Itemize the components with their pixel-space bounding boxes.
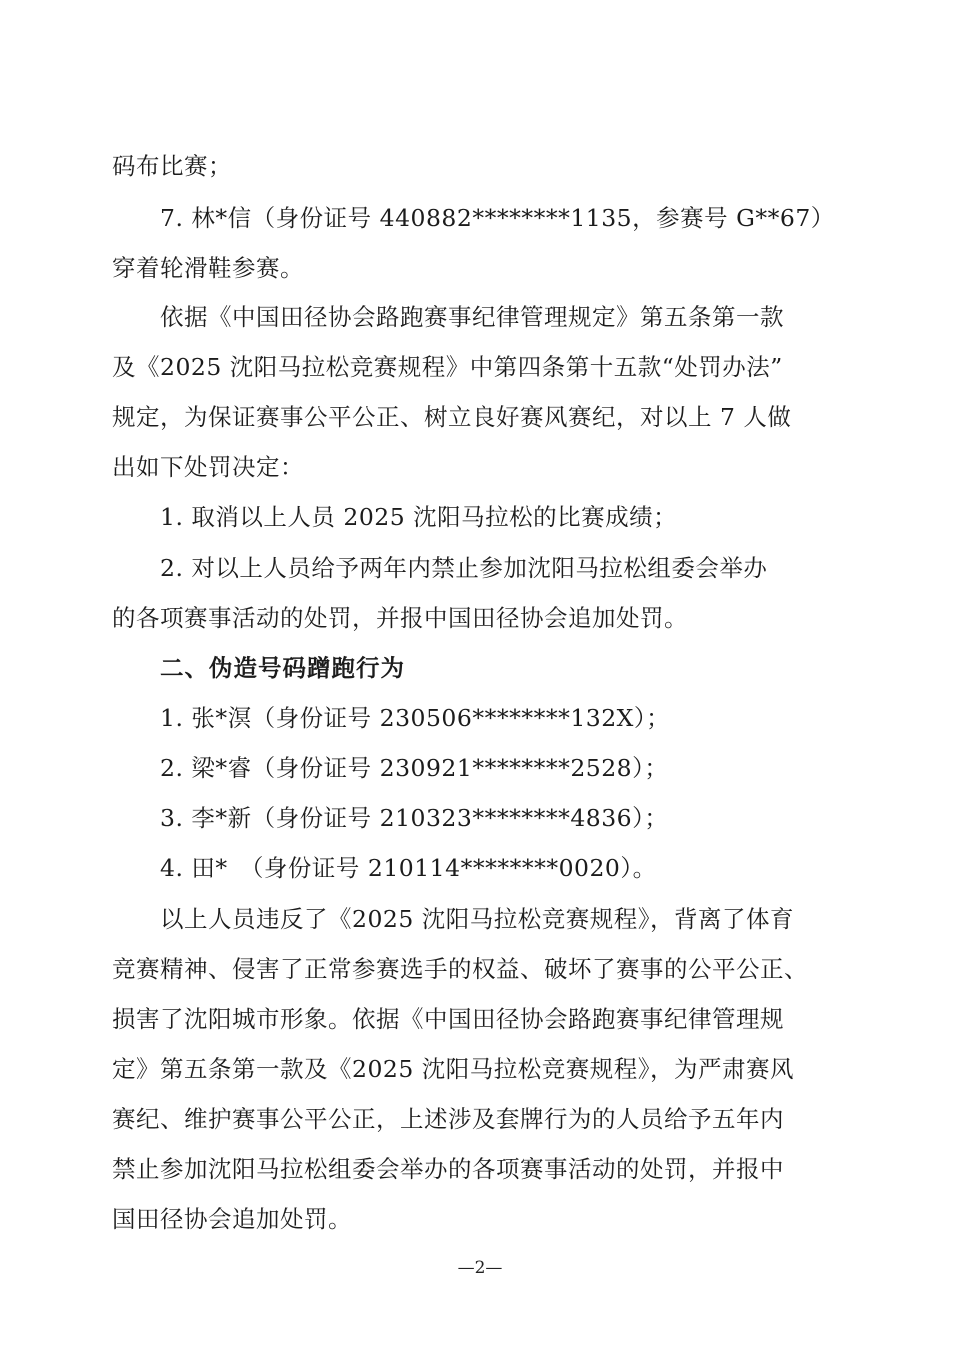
page-number: —2—	[457, 1258, 503, 1278]
text-line-9: 2. 对以上人员给予两年内禁止参加沈阳马拉松组委会举办	[160, 554, 768, 582]
text-line-4: 依据《中国田径协会路跑赛事纪律管理规定》第五条第一款	[160, 303, 784, 331]
text-line-1: 码布比赛；	[112, 152, 232, 180]
text-line-5: 及《2025 沈阳马拉松竞赛规程》中第四条第十五款“处罚办法”	[112, 353, 783, 381]
text-line-12: 1. 张*溟（身份证号 230506********132X）；	[160, 704, 671, 732]
text-line-10: 的各项赛事活动的处罚，并报中国田径协会追加处罚。	[112, 604, 688, 632]
text-line-16: 以上人员违反了《2025 沈阳马拉松竞赛规程》，背离了体育	[160, 905, 795, 933]
text-line-15: 4. 田* （身份证号 210114********0020）。	[160, 854, 657, 882]
section-heading: 二、伪造号码蹭跑行为	[160, 654, 405, 682]
text-line-7: 出如下处罚决定：	[112, 453, 304, 481]
text-line-2: 7. 林*信（身份证号 440882********1135，参赛号 G**67）	[160, 204, 835, 232]
text-line-8: 1. 取消以上人员 2025 沈阳马拉松的比赛成绩；	[160, 503, 678, 531]
text-line-18: 损害了沈阳城市形象。依据《中国田径协会路跑赛事纪律管理规	[112, 1005, 784, 1033]
text-line-6: 规定，为保证赛事公平公正、树立良好赛风赛纪，对以上 7 人做	[112, 403, 792, 431]
text-line-20: 赛纪、维护赛事公平公正，上述涉及套牌行为的人员给予五年内	[112, 1105, 784, 1133]
text-line-21: 禁止参加沈阳马拉松组委会举办的各项赛事活动的处罚，并报中	[112, 1155, 784, 1183]
text-line-22: 国田径协会追加处罚。	[112, 1205, 352, 1233]
text-line-13: 2. 梁*睿（身份证号 230921********2528）；	[160, 754, 669, 782]
text-line-3: 穿着轮滑鞋参赛。	[112, 254, 304, 282]
text-line-19: 定》第五条第一款及《2025 沈阳马拉松竞赛规程》，为严肃赛风	[112, 1055, 795, 1083]
text-line-14: 3. 李*新（身份证号 210323********4836）；	[160, 804, 669, 832]
text-line-17: 竞赛精神、侵害了正常参赛选手的权益、破坏了赛事的公平公正、	[112, 955, 808, 983]
